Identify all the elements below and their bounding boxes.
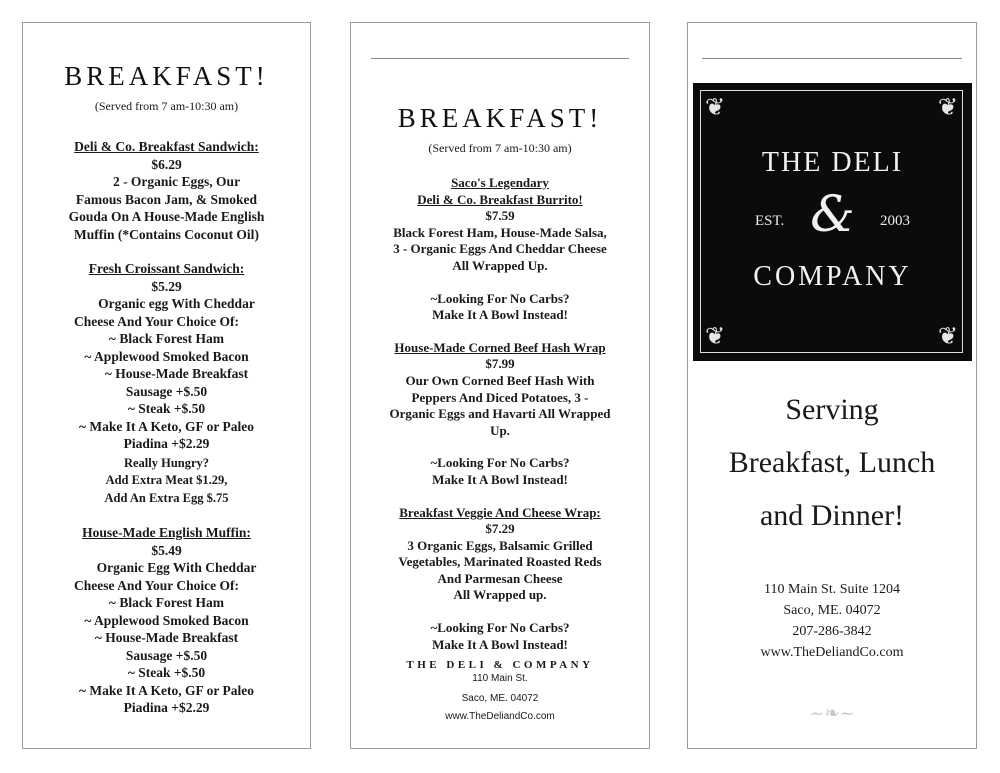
divider-line [702, 58, 962, 59]
menu-item-desc: 3 - Organic Eggs And Cheddar Cheese [393, 241, 607, 257]
menu-note-line: Make It A Bowl Instead! [432, 471, 568, 487]
menu-item-desc: All Wrapped up. [453, 587, 547, 603]
address-street: 110 Main St. Suite 1204 [764, 582, 900, 597]
menu-item-desc: Our Own Corned Beef Hash With [405, 372, 595, 388]
menu-note-line: Make It A Bowl Instead! [432, 636, 568, 652]
menu-note [351, 620, 649, 653]
logo-year: 2003 [880, 213, 910, 229]
menu-item-option: ~ House-Made Breakfast [104, 366, 249, 381]
menu-item-desc: Muffin (*Contains Coconut Oil) [74, 226, 259, 242]
menu-item-price: $7.29 [485, 521, 515, 537]
menu-item-desc: Organic Eggs and Havarti All Wrapped [389, 406, 611, 422]
menu-item-option: ~ Black Forest Ham [108, 595, 225, 610]
menu-item-option: Sausage +$.50 [125, 383, 208, 399]
menu-item-title: Breakfast Veggie And Cheese Wrap: [399, 504, 601, 520]
menu-panel-left [22, 22, 311, 749]
menu-item-desc: Cheese And Your Choice Of: [74, 313, 239, 329]
menu-item-option: ~ Steak +$.50 [127, 665, 206, 680]
menu-item-option: ~ Make It A Keto, GF or Paleo [79, 682, 254, 698]
menu-item-title: House-Made Corned Beef Hash Wrap [394, 339, 606, 355]
menu-item-option: ~ Applewood Smoked Bacon [84, 348, 249, 364]
ornament-corner-icon: ❦ [705, 93, 726, 121]
breakfast-menu-list [351, 175, 649, 653]
breakfast-heading: BREAKFAST! [64, 61, 269, 91]
menu-item-price: $5.29 [151, 278, 182, 294]
menu-item-option: Piadina +$2.29 [123, 700, 210, 715]
menu-item-desc: Organic egg With Cheddar [98, 296, 255, 311]
menu-note-line: Add An Extra Egg $.75 [104, 490, 229, 505]
menu-item-price: $6.29 [151, 156, 182, 172]
menu-item-desc: Gouda On A House-Made English [68, 209, 265, 224]
menu-note-line: Make It A Bowl Instead! [432, 307, 568, 323]
breakfast-menu-list [23, 138, 310, 717]
menu-note-line: ~Looking For No Carbs? [430, 620, 570, 636]
menu-item-desc: Vegetables, Marinated Roasted Reds [398, 554, 602, 570]
menu-item [23, 138, 310, 243]
menu-item-desc: 2 - Organic Eggs, Our [112, 174, 241, 189]
logo-company: COMPANY [753, 261, 912, 292]
menu-item-desc: Black Forest Ham, House-Made Salsa, [393, 224, 607, 240]
menu-item-desc: Famous Bacon Jam, & Smoked [75, 191, 258, 207]
menu-item-title: House-Made English Muffin: [82, 525, 251, 540]
menu-item-option: ~ House-Made Breakfast [94, 630, 239, 645]
ornament-corner-icon: ❦ [937, 322, 958, 350]
divider-line [371, 58, 629, 59]
menu-item-title: Deli & Co. Breakfast Burrito! [417, 191, 583, 207]
menu-item-price: $5.49 [151, 542, 182, 558]
breakfast-heading: BREAKFAST! [397, 103, 603, 133]
menu-item-desc: Cheese And Your Choice Of: [74, 577, 239, 593]
footer-city: Saco, ME. 04072 [461, 693, 539, 704]
menu-item-desc: All Wrapped Up. [452, 257, 548, 273]
contact-address [688, 579, 976, 663]
menu-note [23, 455, 310, 508]
menu-item-title: Deli & Co. Breakfast Sandwich: [74, 139, 259, 154]
footer-street: 110 Main St. [472, 673, 528, 684]
menu-item [23, 260, 310, 453]
menu-note [351, 455, 649, 488]
menu-item-desc: And Parmesan Cheese [437, 570, 563, 586]
menu-item-desc: Organic Egg With Cheddar [96, 560, 257, 575]
menu-panel-middle [350, 22, 650, 749]
menu-note-line: ~Looking For No Carbs? [430, 290, 570, 306]
ornament-corner-icon: ❦ [705, 322, 726, 350]
tagline-line: and Dinner! [759, 499, 905, 532]
logo-ampersand: & [810, 185, 855, 243]
serving-hours: (Served from 7 am-10:30 am) [428, 141, 572, 155]
serving-tagline [688, 383, 976, 542]
deli-logo [693, 83, 972, 361]
menu-item-option: ~ Make It A Keto, GF or Paleo [79, 418, 254, 434]
menu-item [351, 175, 649, 275]
menu-note-line: Really Hungry? [123, 455, 210, 470]
menu-item-desc: 3 Organic Eggs, Balsamic Grilled [407, 537, 593, 553]
menu-item-desc: Peppers And Diced Potatoes, 3 - [411, 389, 589, 405]
menu-item-price: $7.59 [485, 208, 515, 224]
logo-est: EST. [755, 213, 785, 229]
footer-website-link[interactable]: www.TheDeliandCo.com [445, 711, 555, 722]
menu-item-price: $7.99 [485, 356, 515, 372]
menu-item-option: ~ Applewood Smoked Bacon [84, 612, 249, 628]
menu-note-line: ~Looking For No Carbs? [430, 455, 570, 471]
menu-note [351, 291, 649, 324]
tagline-line: Serving [785, 393, 879, 426]
menu-item-title: Saco's Legendary [451, 175, 549, 190]
address-city: Saco, ME. 04072 [783, 603, 881, 618]
menu-note-line: Add Extra Meat $1.29, [105, 473, 228, 487]
phone-number: 207-286-3842 [792, 624, 872, 639]
ornament-corner-icon: ❦ [937, 93, 958, 121]
menu-item [351, 340, 649, 440]
menu-item-option: Piadina +$2.29 [123, 436, 210, 451]
menu-item-title: Fresh Croissant Sandwich: [88, 261, 245, 276]
restaurant-footer [351, 659, 649, 725]
tagline-line: Breakfast, Lunch [728, 446, 936, 479]
website-link[interactable]: www.TheDeliandCo.com [760, 645, 904, 660]
flourish-ornament-icon: ~❧~ [809, 703, 855, 724]
menu-item-desc: Up. [490, 422, 510, 438]
menu-item-option: ~ Black Forest Ham [108, 331, 225, 346]
menu-item-option: ~ Steak +$.50 [127, 401, 206, 416]
menu-item-option: Sausage +$.50 [125, 647, 208, 663]
menu-item [351, 505, 649, 605]
cover-panel-right [687, 22, 977, 749]
logo-title: THE DELI [761, 147, 904, 178]
serving-hours: (Served from 7 am-10:30 am) [94, 99, 239, 113]
restaurant-name: THE DELI & COMPANY [406, 659, 594, 671]
menu-item [23, 524, 310, 717]
